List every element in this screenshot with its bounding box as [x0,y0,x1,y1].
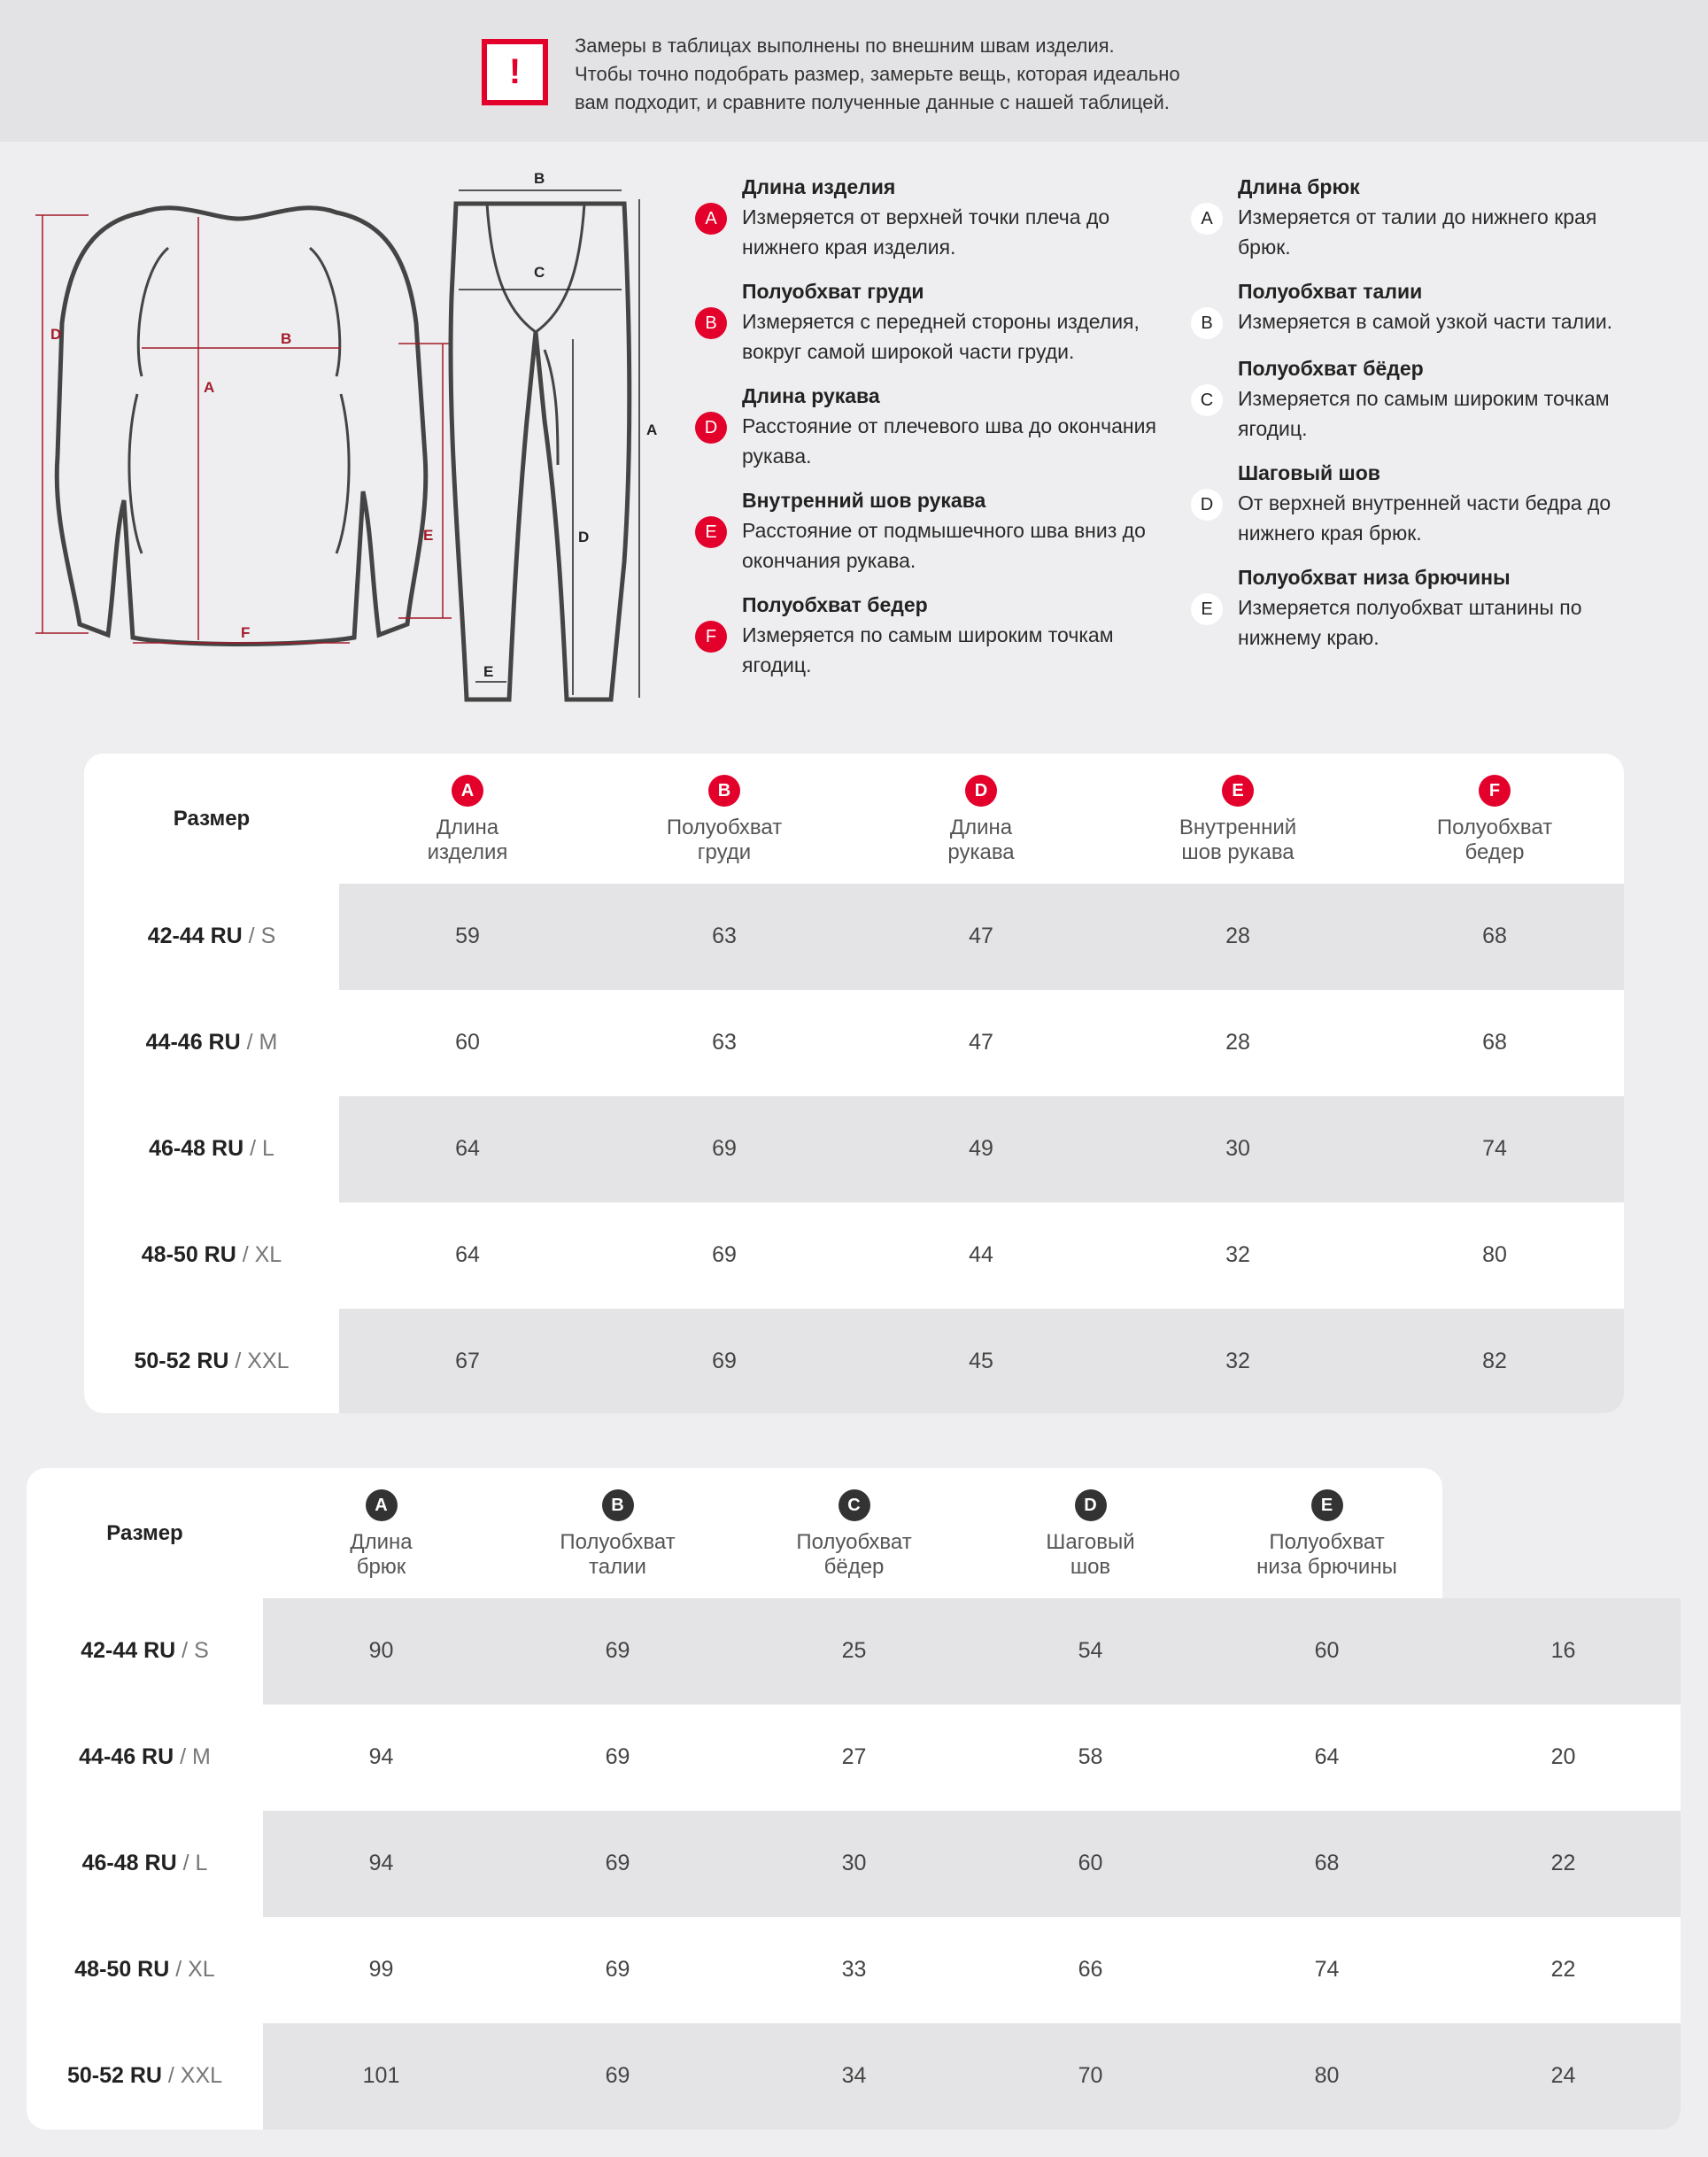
table-cell: 74 [1314,1957,1340,1982]
size-ru: 50-52 RU [134,1349,229,1373]
table-cell: 44 [969,1242,993,1267]
size-intl: / XXL [161,2063,223,2088]
column-header [1209,1489,1445,1580]
table-cell: 60 [1314,1638,1340,1663]
legend-badge: C [1191,384,1223,416]
column-label: груди [697,840,752,864]
table-cell: 45 [969,1349,993,1373]
column-label: рукава [947,840,1015,864]
legend-desc: Измеряется от талии до нижнего края [1238,205,1597,228]
column-label: бедер [1465,840,1525,864]
table-cell: 59 [455,924,480,948]
label-c: C [534,264,545,281]
column-badge: D [965,775,997,807]
table-cell: 30 [841,1851,867,1875]
table-cell: 32 [1225,1349,1250,1373]
label-a: A [204,379,215,396]
legend-desc: От верхней внутренней части бедра до [1238,491,1611,514]
table-cell: 28 [1225,924,1250,948]
legend-text [742,276,1140,367]
legend-badge-slot [1191,172,1238,262]
column-label: Длина [350,1530,413,1554]
legend-badge-slot [695,485,742,576]
column-label: Шаговый [1046,1530,1135,1554]
legend-desc: ягодиц. [742,653,812,676]
column-label: шов [1070,1555,1111,1579]
table-cell: 30 [1225,1136,1250,1161]
size-intl: / XL [236,1242,282,1267]
legend-item [1191,458,1678,548]
shirt-measure-lines [35,215,452,643]
legend-item [1191,276,1678,339]
table-cell: 66 [1078,1957,1103,1982]
legend-text [1238,458,1611,548]
legend-desc: рукава. [742,445,812,468]
size-header: Размер [173,806,251,831]
legend-item [1191,562,1678,653]
table-cell: 69 [712,1349,737,1373]
column-label: Внутренний [1179,816,1297,839]
size-intl: / M [240,1030,278,1055]
legend-item [695,172,1182,262]
table-cell: 69 [605,1957,630,1982]
legend-text [1238,276,1612,339]
legend-badge-slot [695,590,742,680]
legend-badge: B [695,307,727,339]
table-cell: 90 [368,1638,394,1663]
table-cell: 99 [368,1957,394,1982]
table-cell: 28 [1225,1030,1250,1055]
legend-badge: D [695,412,727,444]
legend-item [695,485,1182,576]
column-header [1109,775,1366,865]
label-f: F [241,624,251,641]
table-cell: 20 [1550,1744,1576,1769]
table-cell: 22 [1550,1851,1576,1875]
size-ru: 42-44 RU [81,1638,176,1663]
legend-title: Полуобхват низа брючины [1238,566,1511,589]
shirt-outline [57,208,426,645]
table-cell: 16 [1550,1638,1576,1663]
size-ru: 48-50 RU [141,1242,236,1267]
legend-title: Внутренний шов рукава [742,489,986,512]
notice-line: Чтобы точно подобрать размер, замерьте вещь, которая идеально [575,63,1180,85]
size-cell [84,1242,339,1268]
notice-line: Замеры в таблицах выполнены по внешним швам изделия. [575,35,1115,57]
table-cell: 22 [1550,1957,1576,1982]
column-header [263,1489,499,1580]
column-badge: F [1479,775,1511,807]
legend-badge: A [695,203,727,235]
legend-text [1238,353,1610,444]
size-cell [27,1638,263,1664]
legend-desc: окончания рукава. [742,549,916,572]
size-intl: / L [243,1136,274,1161]
table-cell: 69 [712,1242,737,1267]
column-header [853,775,1109,865]
legend-badge-slot [1191,562,1238,653]
size-ru: 42-44 RU [147,924,243,948]
size-cell [84,1349,339,1374]
legend-desc: Измеряется полуобхват штанины по [1238,596,1582,619]
legend-text [742,485,1146,576]
label-b: B [281,330,292,347]
legend-text [742,590,1114,680]
legend-title: Шаговый шов [1238,461,1380,484]
column-header [1366,775,1623,865]
size-intl: / M [174,1744,211,1769]
table-cell: 69 [605,1851,630,1875]
legend-title: Полуобхват бёдер [1238,357,1424,380]
legend-title: Длина брюк [1238,175,1360,198]
size-cell [27,1957,263,1983]
table-cell: 63 [712,1030,737,1055]
size-ru: 46-48 RU [81,1851,177,1875]
legend-item [1191,172,1678,262]
column-badge: A [366,1489,398,1521]
table-cell: 82 [1482,1349,1507,1373]
size-ru: 44-46 RU [79,1744,174,1769]
legend-badge-slot [695,172,742,262]
size-cell [84,1030,339,1055]
legend-badge: A [1191,203,1223,235]
table-cell: 70 [1078,2063,1103,2088]
column-label: талии [589,1555,646,1579]
column-header [499,1489,736,1580]
size-intl: / XXL [228,1349,290,1373]
table-cell: 94 [368,1851,394,1875]
column-badge: C [839,1489,870,1521]
legend-top-garment [695,172,1182,694]
legend-title: Полуобхват бедер [742,593,928,616]
table-cell: 24 [1550,2063,1576,2088]
legend-desc: Измеряется с передней стороны изделия, [742,310,1140,333]
column-label: Полуобхват [666,816,783,839]
label-e: E [483,663,494,680]
legend-badge-slot [1191,458,1238,548]
legend-badge: B [1191,307,1223,339]
column-badge: D [1075,1489,1107,1521]
table-cell: 64 [1314,1744,1340,1769]
legend-item [1191,353,1678,444]
legend-desc: ягодиц. [1238,417,1308,440]
table-cell: 68 [1314,1851,1340,1875]
column-header [972,1489,1209,1580]
legend-badge-slot [695,381,742,471]
column-label: шов рукава [1181,840,1295,864]
label-d: D [578,529,590,545]
table-cell: 69 [605,1638,630,1663]
table-cell: 69 [605,1744,630,1769]
legend-text [1238,172,1596,262]
legend-item [695,590,1182,680]
legend-bottom-garment [1191,172,1678,667]
table-cell: 68 [1482,924,1507,948]
table-cell: 69 [605,2063,630,2088]
table-cell: 94 [368,1744,394,1769]
legend-desc: Измеряется по самым широким точкам [742,623,1114,646]
table-cell: 64 [455,1242,480,1267]
column-label: Полуобхват [1436,816,1553,839]
column-label: Длина [436,816,499,839]
legend-text [742,172,1109,262]
size-ru: 46-48 RU [149,1136,244,1161]
notice-banner [0,0,1708,142]
notice-text [575,32,1283,117]
legend-desc: Измеряется по самым широким точкам [1238,387,1610,410]
table-cell: 74 [1482,1136,1507,1161]
column-label: Полуобхват [796,1530,912,1554]
legend-item [695,276,1182,367]
table-cell: 49 [969,1136,993,1161]
legend-badge-slot [1191,353,1238,444]
legend-text [1238,562,1582,653]
label-e: E [423,527,434,544]
table-cell: 63 [712,924,737,948]
column-label: бёдер [823,1555,885,1579]
table-cell: 25 [841,1638,867,1663]
table-cell: 54 [1078,1638,1103,1663]
legend-desc: нижнего края изделия. [742,236,956,259]
size-intl: / S [175,1638,209,1663]
table-cell: 47 [969,924,993,948]
column-badge: E [1311,1489,1343,1521]
legend-desc: Расстояние от плечевого шва до окончания [742,414,1156,437]
label-b: B [534,170,545,187]
legend-badge-slot [1191,276,1238,339]
legend-desc: Измеряется в самой узкой части талии. [1238,310,1613,333]
legend-text [742,381,1156,471]
garment-diagram [35,164,673,713]
table-cell: 69 [712,1136,737,1161]
column-label: Полуобхват [1269,1530,1385,1554]
size-table-bottom [27,1468,1681,2130]
legend-desc: нижнему краю. [1238,626,1380,649]
legend-title: Полуобхват талии [1238,280,1423,303]
table-size-col-bg [27,1468,263,2130]
legend-desc: брюк. [1238,236,1291,259]
table-cell: 67 [455,1349,480,1373]
column-label: изделия [427,840,508,864]
column-label: низа брючины [1256,1555,1397,1579]
size-ru: 50-52 RU [66,2063,162,2088]
column-header [736,1489,972,1580]
table-cell: 80 [1314,2063,1340,2088]
size-cell [27,2063,263,2089]
table-cell: 32 [1225,1242,1250,1267]
table-cell: 47 [969,1030,993,1055]
column-label: брюк [356,1555,406,1579]
label-d: D [50,326,62,343]
legend-badge: F [695,621,727,653]
legend-desc: Расстояние от подмышечного шва вниз до [742,519,1146,542]
table-cell: 101 [362,2063,400,2088]
column-label: Длина [949,816,1013,839]
table-cell: 27 [841,1744,867,1769]
size-ru: 48-50 RU [74,1957,170,1982]
legend-item [695,381,1182,471]
column-header [339,775,596,865]
size-ru: 44-46 RU [145,1030,241,1055]
column-badge: A [452,775,483,807]
size-intl: / L [176,1851,208,1875]
legend-badge: E [1191,593,1223,625]
column-header [596,775,853,865]
size-table-top [84,754,1624,1413]
column-label: Полуобхват [560,1530,676,1554]
table-cell: 68 [1482,1030,1507,1055]
size-cell [84,924,339,949]
notice-line: вам подходит, и сравните полученные данные с нашей таблицей. [575,91,1170,113]
legend-badge: E [695,516,727,548]
table-cell: 60 [455,1030,480,1055]
table-cell: 60 [1078,1851,1103,1875]
column-badge: B [708,775,740,807]
legend-badge: D [1191,489,1223,521]
legend-title: Полуобхват груди [742,280,924,303]
size-header: Размер [106,1520,183,1545]
size-cell [84,1136,339,1162]
legend-badge-slot [695,276,742,367]
table-cell: 33 [841,1957,867,1982]
size-intl: / S [242,924,276,948]
table-cell: 64 [455,1136,480,1161]
legend-title: Длина рукава [742,384,880,407]
label-a: A [646,421,658,438]
table-cell: 80 [1482,1242,1507,1267]
exclamation-icon: ! [482,39,548,105]
table-cell: 34 [841,2063,867,2088]
column-badge: B [602,1489,634,1521]
size-intl: / XL [169,1957,215,1982]
legend-desc: Измеряется от верхней точки плеча до [742,205,1110,228]
size-cell [27,1744,263,1770]
legend-desc: вокруг самой широкой части груди. [742,340,1075,363]
size-cell [27,1851,263,1876]
legend-desc: нижнего края брюк. [1238,522,1422,545]
legend-title: Длина изделия [742,175,896,198]
column-badge: E [1222,775,1254,807]
table-cell: 58 [1078,1744,1103,1769]
